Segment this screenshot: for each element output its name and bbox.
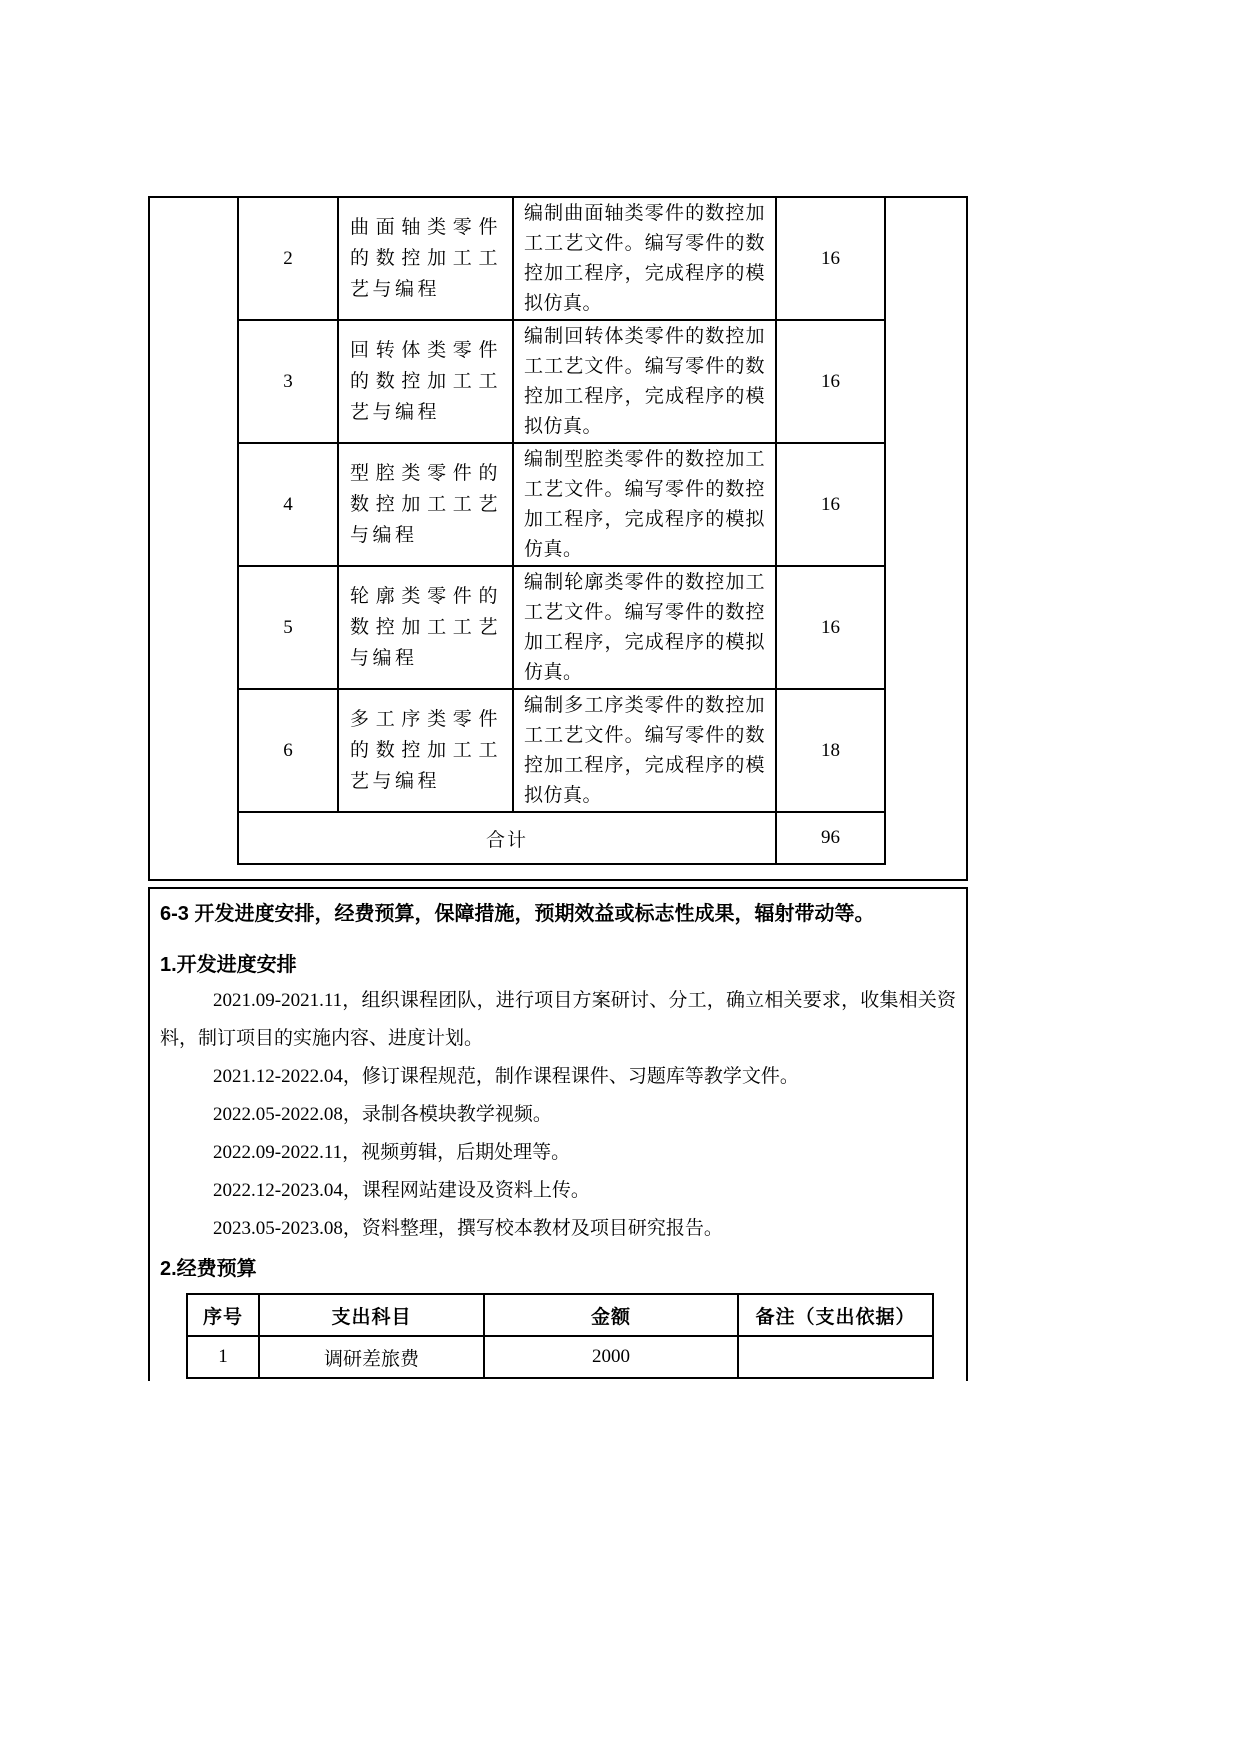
course-row — [238, 566, 885, 689]
course-module-description: 编制型腔类零件的数控加工工艺文件。编写零件的数控加工程序，完成程序的模拟仿真。 — [513, 443, 776, 566]
course-row-number: 2 — [238, 197, 338, 320]
course-module-name: 回转体类零件的数控加工工艺与编程 — [338, 320, 513, 443]
budget-title: 2.经费预算 — [160, 1258, 257, 1280]
budget-header-amount: 金额 — [484, 1294, 738, 1336]
budget-row-note — [738, 1336, 933, 1378]
course-total-label: 合计 — [238, 812, 776, 864]
budget-row-number: 1 — [187, 1336, 259, 1378]
course-row — [238, 320, 885, 443]
course-total-row — [238, 812, 885, 864]
course-module-hours: 16 — [776, 197, 885, 320]
schedule-item: 2022.09-2022.11，视频剪辑，后期处理等。 — [213, 1142, 571, 1163]
schedule-item: 2022.05-2022.08，录制各模块教学视频。 — [213, 1104, 552, 1125]
course-module-name: 多工序类零件的数控加工工艺与编程 — [338, 689, 513, 812]
course-module-description: 编制轮廓类零件的数控加工工艺文件。编写零件的数控加工程序，完成程序的模拟仿真。 — [513, 566, 776, 689]
budget-header-no: 序号 — [187, 1294, 259, 1336]
course-module-description: 编制多工序类零件的数控加工工艺文件。编写零件的数控加工程序，完成程序的模拟仿真。 — [513, 689, 776, 812]
course-module-hours: 16 — [776, 320, 885, 443]
schedule-paragraphs — [160, 982, 956, 1248]
course-row — [238, 689, 885, 812]
schedule-item: 2021.09-2021.11，组织课程团队，进行项目方案研讨、分工，确立相关要求，收集相关资料，制订项目的实施内容、进度计划。 — [160, 990, 956, 1049]
course-module-hours: 18 — [776, 689, 885, 812]
budget-header-note: 备注（支出依据） — [738, 1294, 933, 1336]
course-row-number: 6 — [238, 689, 338, 812]
budget-row-amount: 2000 — [484, 1336, 738, 1378]
section-6-3-heading: 6-3 开发进度安排，经费预算，保障措施，预期效益或标志性成果，辐射带动等。 — [160, 903, 875, 925]
schedule-title: 1.开发进度安排 — [160, 954, 297, 976]
course-module-hours: 16 — [776, 566, 885, 689]
course-module-name: 型腔类零件的数控加工工艺与编程 — [338, 443, 513, 566]
schedule-item: 2021.12-2022.04，修订课程规范，制作课程课件、习题库等教学文件。 — [213, 1066, 799, 1087]
budget-header-item: 支出科目 — [259, 1294, 484, 1336]
budget-row-item: 调研差旅费 — [259, 1336, 484, 1378]
course-content-table — [237, 196, 886, 865]
course-row — [238, 443, 885, 566]
course-module-description: 编制曲面轴类零件的数控加工工艺文件。编写零件的数控加工程序，完成程序的模拟仿真。 — [513, 197, 776, 320]
course-row-number: 4 — [238, 443, 338, 566]
budget-header-row — [187, 1294, 933, 1336]
course-row-number: 3 — [238, 320, 338, 443]
budget-table — [186, 1293, 934, 1379]
course-module-description: 编制回转体类零件的数控加工工艺文件。编写零件的数控加工程序，完成程序的模拟仿真。 — [513, 320, 776, 443]
course-row-number: 5 — [238, 566, 338, 689]
course-module-name: 曲面轴类零件的数控加工工艺与编程 — [338, 197, 513, 320]
course-row — [238, 197, 885, 320]
course-total-hours: 96 — [776, 812, 885, 864]
course-module-name: 轮廓类零件的数控加工工艺与编程 — [338, 566, 513, 689]
schedule-item: 2023.05-2023.08，资料整理，撰写校本教材及项目研究报告。 — [213, 1218, 723, 1239]
schedule-item: 2022.12-2023.04，课程网站建设及资料上传。 — [213, 1180, 590, 1201]
budget-row — [187, 1336, 933, 1378]
course-module-hours: 16 — [776, 443, 885, 566]
